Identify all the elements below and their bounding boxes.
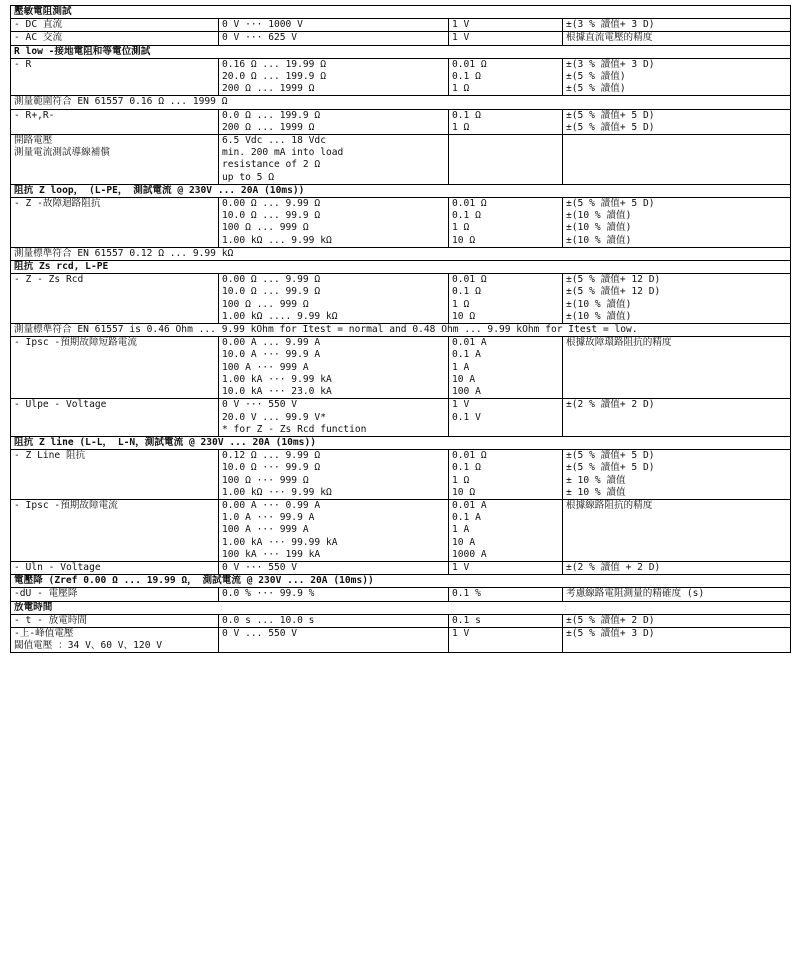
cell-line: 考慮線路電阻測量的精確度 (s) [566,588,705,600]
cell-line: 1 Ω [452,222,470,234]
standard-note-row [11,96,791,109]
range-cell [219,274,449,324]
standard-note: 測量標準符合 EN 61557 0.12 Ω ... 9.99 kΩ [11,247,791,260]
cell-line: ±(5 % 讀值+ 12 D) [566,286,661,298]
parameter-cell [11,19,219,32]
cell-line: ±(5 % 讀值+ 2 D) [566,614,655,626]
cell-line: 閾值電壓 ：34 V、60 V、120 V [14,640,163,652]
cell-line: 0.1 Ω [452,286,481,298]
cell-line: ±(10 % 讀值) [566,310,632,322]
cell-line: ±(10 % 讀值) [566,222,632,234]
cell-line: - Z - Zs Rcd [14,274,84,286]
resolution-cell [449,198,563,248]
parameter-cell [11,58,219,96]
range-cell [219,588,449,601]
range-cell [219,614,449,627]
range-cell [219,450,449,500]
cell-line: 10.0 kA ··· 23.0 kA [222,386,332,398]
section-header: R low -接地電阻和等電位測試 [11,45,791,58]
range-cell [219,198,449,248]
cell-line: 1 V [452,32,470,44]
cell-line: 0 V ··· 1000 V [222,19,303,31]
cell-line: ±(5 % 讀值+ 5 D) [566,109,655,121]
resolution-cell [449,58,563,96]
cell-line: 1.00 kΩ .... 9.99 kΩ [222,310,338,322]
cell-line: 根據直流電壓的精度 [566,32,653,44]
cell-line: 根據線路阻抗的精度 [566,499,653,511]
parameter-cell [11,399,219,437]
cell-line: ± 10 % 讀值 [566,486,626,498]
table-row [11,135,791,185]
cell-line: 10.0 Ω ... 99.9 Ω [222,286,321,298]
cell-line: 1 Ω [452,298,470,310]
section-header: 阻抗 Z line (L-L， L-N，測試電流 @ 230V ... 20A (10ms)) [11,436,791,449]
accuracy-cell [563,58,791,96]
accuracy-cell [563,588,791,601]
table-row [11,614,791,627]
cell-line: 開路電壓 [14,135,53,147]
accuracy-cell [563,499,791,561]
cell-line: 0.0 Ω ... 199.9 Ω [222,109,321,121]
section-header: 電壓降 (Zref 0.00 Ω ... 19.99 Ω， 測試電流 @ 230V ... 20A (10ms)) [11,575,791,588]
standard-note-row [11,247,791,260]
cell-line: 1 V [452,19,470,31]
cell-line: 20.0 Ω ... 199.9 Ω [222,71,326,83]
cell-line: - Ipsc -預期故障短路電流 [14,337,137,349]
table-row [11,627,791,652]
cell-line: - Ipsc -預期故障電流 [14,499,118,511]
parameter-cell [11,337,219,399]
resolution-cell [449,19,563,32]
cell-line: 0.1 Ω [452,462,481,474]
parameter-cell [11,450,219,500]
cell-line: 100 A ··· 999 A [222,361,309,373]
cell-line: 100 Ω ... 999 Ω [222,222,309,234]
table-row [11,19,791,32]
section-header: 阻抗 Z loop， (L-PE， 測試電流 @ 230V ... 20A (10ms)) [11,184,791,197]
resolution-cell [449,588,563,601]
cell-line: 1 Ω [452,83,470,95]
cell-line: 測量電流測試導線補償 [14,147,110,159]
cell-line: 1 V [452,627,470,639]
resolution-cell [449,337,563,399]
section-header: 放電時間 [11,601,791,614]
cell-line: 0.0 s ... 10.0 s [222,614,315,626]
table-row [11,561,791,574]
cell-line: ±(5 % 讀值+ 5 D) [566,450,655,462]
cell-line: 0.1 Ω [452,71,481,83]
cell-line: 1.00 kA ··· 99.99 kA [222,536,338,548]
cell-line: 10 A [452,373,476,385]
resolution-cell [449,499,563,561]
cell-line: 1.00 kΩ ... 9.99 kΩ [222,234,332,246]
cell-line: ±(5 % 讀值+ 5 D) [566,462,655,474]
resolution-cell [449,274,563,324]
section-header-row [11,575,791,588]
range-cell [219,19,449,32]
cell-line: 0.00 A ··· 0.99 A [222,499,321,511]
cell-line: -上-峰值電壓 [14,627,74,639]
parameter-cell [11,499,219,561]
cell-line: - R [14,58,32,70]
cell-line: 1 Ω [452,474,470,486]
spec-table-container [10,5,790,653]
cell-line: 100 Ω ... 999 Ω [222,298,309,310]
cell-line: 0.01 Ω [452,450,487,462]
cell-line: 1 V [452,399,470,411]
cell-line: ±(5 % 讀值) [566,71,626,83]
range-cell [219,499,449,561]
parameter-cell [11,32,219,45]
accuracy-cell [563,399,791,437]
cell-line: 10 Ω [452,310,476,322]
cell-line: 6.5 Vdc ... 18 Vdc [222,135,326,147]
table-row [11,337,791,399]
cell-line: 0.1 % [452,588,481,600]
cell-line: - Ulpe - Voltage [14,399,107,411]
cell-line: ±(2 % 讀值+ 2 D) [566,399,655,411]
table-row [11,109,791,134]
cell-line: 200 Ω ... 1999 Ω [222,121,315,133]
range-cell [219,109,449,134]
cell-line: up to 5 Ω [222,171,274,183]
accuracy-cell [563,627,791,652]
section-header-row [11,45,791,58]
range-cell [219,561,449,574]
parameter-cell [11,198,219,248]
table-row [11,450,791,500]
cell-line: 1.00 kA ··· 9.99 kA [222,373,332,385]
cell-line: ±(3 % 讀值+ 3 D) [566,58,655,70]
cell-line: 0 V ··· 625 V [222,32,298,44]
cell-line: 0.12 Ω ... 9.99 Ω [222,450,321,462]
accuracy-cell [563,19,791,32]
parameter-cell [11,135,219,185]
table-row [11,399,791,437]
table-row [11,499,791,561]
cell-line: 0.1 s [452,614,481,626]
cell-line: ±(5 % 讀值+ 5 D) [566,198,655,210]
cell-line: 0.1 Ω [452,210,481,222]
cell-line: 0 V ··· 550 V [222,561,298,573]
cell-line: 0.16 Ω ... 19.99 Ω [222,58,326,70]
parameter-cell [11,561,219,574]
cell-line: 100 Ω ··· 999 Ω [222,474,309,486]
range-cell [219,135,449,185]
cell-line: - t - 放電時間 [14,614,88,626]
range-cell [219,399,449,437]
accuracy-cell [563,32,791,45]
parameter-cell [11,588,219,601]
cell-line: 0.01 Ω [452,58,487,70]
cell-line: 10.0 Ω ··· 99.9 Ω [222,462,321,474]
table-row [11,274,791,324]
cell-line: 10 A [452,536,476,548]
cell-line: resistance of 2 Ω [222,159,321,171]
standard-note: 測量標準符合 EN 61557 is 0.46 Ohm ... 9.99 kOhm for Itest = normal and 0.48 Ohm ... 9.99 kOhm for Itest = low. [11,324,791,337]
table-row [11,58,791,96]
accuracy-cell [563,614,791,627]
section-header-row [11,261,791,274]
cell-line: - DC 直流 [14,19,63,31]
resolution-cell [449,109,563,134]
cell-line: 100 A [452,386,481,398]
cell-line: 0 V ··· 550 V [222,399,298,411]
accuracy-cell [563,135,791,185]
cell-line: - R+,R- [14,109,55,121]
cell-line: ±(5 % 讀值) [566,83,626,95]
cell-line: 1 A [452,361,470,373]
table-row [11,198,791,248]
spec-table [10,5,791,653]
cell-line: 20.0 V ... 99.9 V* [222,411,326,423]
cell-line: 1.0 A ··· 99.9 A [222,512,315,524]
cell-line: 0.1 A [452,512,481,524]
cell-line: 0.00 Ω ... 9.99 Ω [222,274,321,286]
table-row [11,32,791,45]
resolution-cell [449,561,563,574]
cell-line: 0.01 Ω [452,274,487,286]
cell-line: ±(10 % 讀值) [566,298,632,310]
accuracy-cell [563,198,791,248]
cell-line: 0.1 A [452,349,481,361]
cell-line: * for Z - Zs Rcd function [222,423,367,435]
accuracy-cell [563,450,791,500]
table-row [11,588,791,601]
cell-line: ±(3 % 讀值+ 3 D) [566,19,655,31]
cell-line: ±(10 % 讀值) [566,234,632,246]
accuracy-cell [563,337,791,399]
resolution-cell [449,399,563,437]
cell-line: ±(2 % 讀值 + 2 D) [566,561,661,573]
accuracy-cell [563,274,791,324]
cell-line: 10 Ω [452,486,476,498]
cell-line: 0.0 % ··· 99.9 % [222,588,315,600]
cell-line: 0.01 A [452,337,487,349]
section-header: 阻抗 Zs rcd, L-PE [11,261,791,274]
cell-line: 100 kA ··· 199 kA [222,548,321,560]
accuracy-cell [563,109,791,134]
cell-line: - Z Line 阻抗 [14,450,86,462]
range-cell [219,627,449,652]
cell-line: 1.00 kΩ ··· 9.99 kΩ [222,486,332,498]
cell-line: 0.1 Ω [452,109,481,121]
section-header: 壓敏電阻測試 [11,6,791,19]
section-header-row [11,6,791,19]
spec-table-body [11,6,791,653]
resolution-cell [449,614,563,627]
cell-line: 10 Ω [452,234,476,246]
cell-line: 根據故障環路阻抗的精度 [566,337,672,349]
cell-line: 10.0 Ω ... 99.9 Ω [222,210,321,222]
cell-line: 0.00 Ω ... 9.99 Ω [222,198,321,210]
cell-line: 0.01 Ω [452,198,487,210]
cell-line: 1 V [452,561,470,573]
cell-line: ±(5 % 讀值+ 12 D) [566,274,661,286]
cell-line: - Z -故障迴路阻抗 [14,198,101,210]
cell-line: 0.01 A [452,499,487,511]
cell-line: -dU - 電壓降 [14,588,78,600]
cell-line: 200 Ω ... 1999 Ω [222,83,315,95]
cell-line: 0.1 V [452,411,481,423]
range-cell [219,58,449,96]
standard-note-row [11,324,791,337]
cell-line: 1000 A [452,548,487,560]
parameter-cell [11,274,219,324]
accuracy-cell [563,561,791,574]
cell-line: 1 A [452,524,470,536]
cell-line: 0.00 A ... 9.99 A [222,337,321,349]
resolution-cell [449,32,563,45]
cell-line: 1 Ω [452,121,470,133]
cell-line: ±(10 % 讀值) [566,210,632,222]
parameter-cell [11,614,219,627]
range-cell [219,32,449,45]
cell-line: ±(5 % 讀值+ 3 D) [566,627,655,639]
resolution-cell [449,627,563,652]
resolution-cell [449,135,563,185]
resolution-cell [449,450,563,500]
cell-line: - Uln - Voltage [14,561,101,573]
cell-line: 10.0 A ··· 99.9 A [222,349,321,361]
standard-note: 測量範圍符合 EN 61557 0.16 Ω ... 1999 Ω [11,96,791,109]
cell-line: - AC 交流 [14,32,63,44]
cell-line: 0 V ... 550 V [222,627,298,639]
range-cell [219,337,449,399]
section-header-row [11,601,791,614]
parameter-cell [11,109,219,134]
cell-line: 100 A ··· 999 A [222,524,309,536]
cell-line: min. 200 mA into load [222,147,344,159]
cell-line: ± 10 % 讀值 [566,474,626,486]
section-header-row [11,436,791,449]
section-header-row [11,184,791,197]
parameter-cell [11,627,219,652]
cell-line: ±(5 % 讀值+ 5 D) [566,121,655,133]
